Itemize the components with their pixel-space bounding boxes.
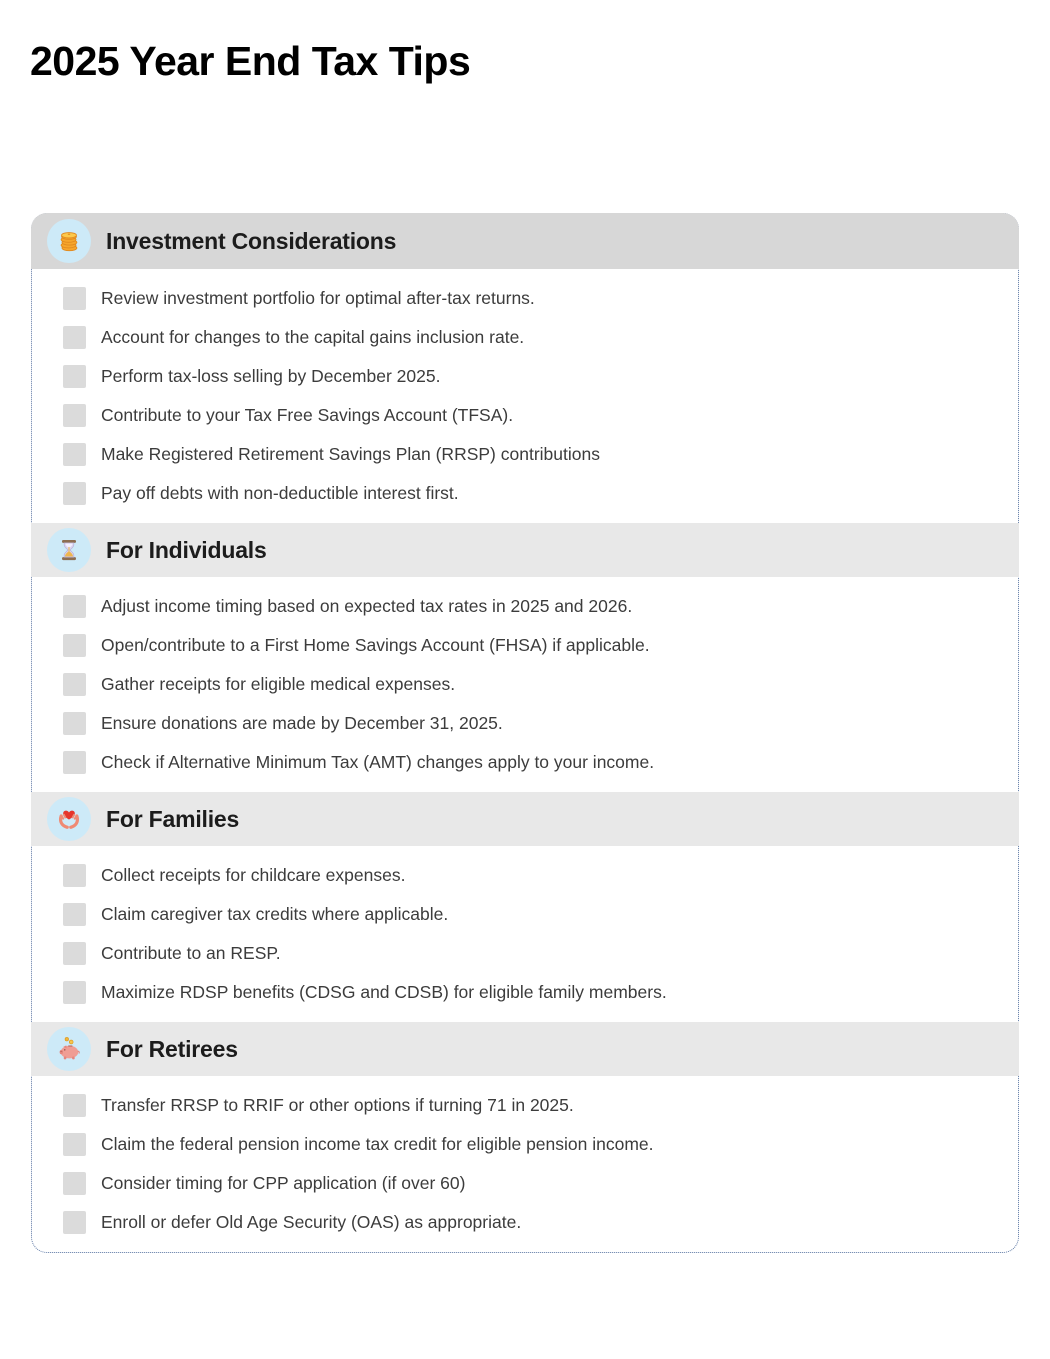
checkbox[interactable] bbox=[63, 287, 86, 310]
checklist-item bbox=[32, 626, 1018, 665]
piggy-bank-icon bbox=[47, 1027, 91, 1071]
checkbox[interactable] bbox=[63, 751, 86, 774]
checkbox[interactable] bbox=[63, 981, 86, 1004]
section-title: For Individuals bbox=[106, 536, 267, 563]
checklist-items bbox=[32, 846, 1018, 1022]
checklist-item-label: Adjust income timing based on expected tax rates in 2025 and 2026. bbox=[101, 596, 633, 616]
checklist-item-label: Consider timing for CPP application (if over 60) bbox=[101, 1173, 466, 1193]
checkbox[interactable] bbox=[63, 634, 86, 657]
hands-heart-icon bbox=[47, 797, 91, 841]
checkbox[interactable] bbox=[63, 942, 86, 965]
checklist-item bbox=[32, 587, 1018, 626]
checklist-items bbox=[32, 577, 1018, 792]
coins-icon bbox=[47, 219, 91, 263]
hourglass-icon bbox=[47, 528, 91, 572]
checkbox[interactable] bbox=[63, 1094, 86, 1117]
checklist-item-label: Open/contribute to a First Home Savings Account (FHSA) if applicable. bbox=[101, 635, 650, 655]
checklist-item-label: Review investment portfolio for optimal after-tax returns. bbox=[101, 288, 535, 308]
checklist-item-label: Make Registered Retirement Savings Plan (RRSP) contributions bbox=[101, 444, 600, 464]
checklist-item-label: Maximize RDSP benefits (CDSG and CDSB) for eligible family members. bbox=[101, 982, 667, 1002]
section-title: For Retirees bbox=[106, 1035, 238, 1062]
checkbox[interactable] bbox=[63, 712, 86, 735]
checklist-item-label: Transfer RRSP to RRIF or other options if turning 71 in 2025. bbox=[101, 1095, 574, 1115]
checklist-item bbox=[32, 1203, 1018, 1242]
section-title: Investment Considerations bbox=[106, 227, 397, 254]
checklist-item-label: Contribute to your Tax Free Savings Account (TFSA). bbox=[101, 405, 514, 425]
checklist-item-label: Collect receipts for childcare expenses. bbox=[101, 865, 406, 885]
page-title: 2025 Year End Tax Tips bbox=[30, 38, 471, 84]
checkbox[interactable] bbox=[63, 1211, 86, 1234]
section-header-for-families bbox=[31, 792, 1019, 846]
section-for-retirees bbox=[32, 1022, 1018, 1252]
checklist-item bbox=[32, 396, 1018, 435]
checkbox[interactable] bbox=[63, 326, 86, 349]
checkbox[interactable] bbox=[63, 482, 86, 505]
section-header-for-retirees bbox=[31, 1022, 1019, 1076]
checklist-item bbox=[32, 934, 1018, 973]
checkbox[interactable] bbox=[63, 864, 86, 887]
checklist-item-label: Gather receipts for eligible medical expenses. bbox=[101, 674, 456, 694]
checklist-item-label: Ensure donations are made by December 31, 2025. bbox=[101, 713, 503, 733]
section-title: For Families bbox=[106, 805, 240, 832]
checklist-item bbox=[32, 1164, 1018, 1203]
section-header-for-individuals bbox=[31, 523, 1019, 577]
checklist-items bbox=[32, 269, 1018, 523]
checklist-item bbox=[32, 856, 1018, 895]
checklist-item bbox=[32, 743, 1018, 782]
checklist-item bbox=[32, 1125, 1018, 1164]
checklist-item-label: Account for changes to the capital gains inclusion rate. bbox=[101, 327, 525, 347]
checkbox[interactable] bbox=[63, 673, 86, 696]
checkbox[interactable] bbox=[63, 595, 86, 618]
section-investment-considerations bbox=[32, 213, 1018, 523]
checklist-item bbox=[32, 435, 1018, 474]
checklist-item bbox=[32, 973, 1018, 1012]
checklist-item-label: Claim caregiver tax credits where applicable. bbox=[101, 904, 449, 924]
checklist-items bbox=[32, 1076, 1018, 1252]
checklist-item bbox=[32, 474, 1018, 513]
section-header-investment-considerations bbox=[31, 213, 1019, 269]
checkbox[interactable] bbox=[63, 903, 86, 926]
checklist-item-label: Perform tax-loss selling by December 2025. bbox=[101, 366, 441, 386]
checkbox[interactable] bbox=[63, 1172, 86, 1195]
checklist-item-label: Check if Alternative Minimum Tax (AMT) changes apply to your income. bbox=[101, 752, 655, 772]
checklist-item bbox=[32, 665, 1018, 704]
checklist-item bbox=[32, 357, 1018, 396]
checklist-item-label: Enroll or defer Old Age Security (OAS) as appropriate. bbox=[101, 1212, 522, 1232]
checklist-item bbox=[32, 704, 1018, 743]
section-for-families bbox=[32, 792, 1018, 1022]
tax-tips-checklist-panel bbox=[31, 213, 1019, 1253]
checklist-item bbox=[32, 279, 1018, 318]
checklist-item bbox=[32, 1086, 1018, 1125]
checkbox[interactable] bbox=[63, 1133, 86, 1156]
section-for-individuals bbox=[32, 523, 1018, 792]
checkbox[interactable] bbox=[63, 365, 86, 388]
checklist-item-label: Pay off debts with non-deductible interest first. bbox=[101, 483, 459, 503]
checkbox[interactable] bbox=[63, 443, 86, 466]
checkbox[interactable] bbox=[63, 404, 86, 427]
checklist-item-label: Contribute to an RESP. bbox=[101, 943, 281, 963]
checklist-item-label: Claim the federal pension income tax credit for eligible pension income. bbox=[101, 1134, 654, 1154]
checklist-item bbox=[32, 318, 1018, 357]
checklist-item bbox=[32, 895, 1018, 934]
